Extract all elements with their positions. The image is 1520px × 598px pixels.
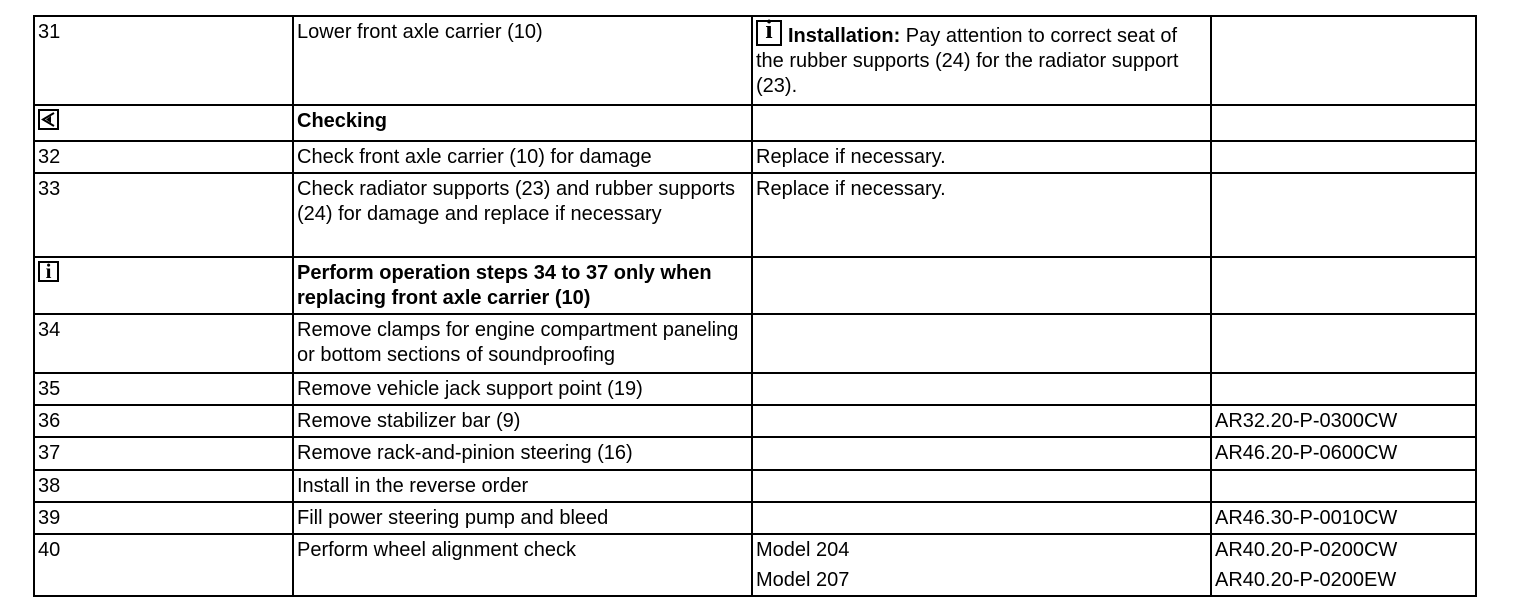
row-icon-cell xyxy=(34,257,293,314)
step-number: 33 xyxy=(34,173,293,257)
step-note xyxy=(752,373,1211,405)
step-reference: AR46.30-P-0010CW xyxy=(1211,502,1476,534)
table-row xyxy=(34,405,1476,437)
table-row xyxy=(34,470,1476,502)
table-row xyxy=(34,373,1476,405)
table-row xyxy=(34,141,1476,173)
step-text: Remove rack-and-pinion steering (16) xyxy=(293,437,752,470)
table-row xyxy=(34,314,1476,373)
step-text: Remove vehicle jack support point (19) xyxy=(293,373,752,405)
table-row xyxy=(34,534,1476,596)
step-note xyxy=(752,314,1211,373)
step-number: 34 xyxy=(34,314,293,373)
reference-link: AR40.20-P-0200EW xyxy=(1215,569,1397,591)
step-reference xyxy=(1211,173,1476,257)
step-number: 37 xyxy=(34,437,293,470)
table-row xyxy=(34,437,1476,470)
step-note: Replace if necessary. xyxy=(752,141,1211,173)
section-heading: Checking xyxy=(293,105,752,141)
step-note xyxy=(752,502,1211,534)
step-note: Replace if necessary. xyxy=(752,173,1211,257)
info-icon xyxy=(756,20,782,46)
table-row xyxy=(34,16,1476,105)
info-icon xyxy=(38,261,59,282)
step-reference xyxy=(1211,534,1476,596)
step-number: 38 xyxy=(34,470,293,502)
table-row xyxy=(34,105,1476,141)
step-note xyxy=(752,437,1211,470)
step-text: Install in the reverse order xyxy=(293,470,752,502)
reference-link: AR40.20-P-0200CW xyxy=(1215,539,1398,561)
step-reference xyxy=(1211,16,1476,105)
step-note xyxy=(752,534,1211,596)
step-text: Remove clamps for engine compartment paneling or bottom sections of soundproofing xyxy=(293,314,752,373)
empty-cell xyxy=(752,257,1211,314)
step-note xyxy=(752,405,1211,437)
step-number: 31 xyxy=(34,16,293,105)
note-model-207: Model 207 xyxy=(756,569,850,591)
step-text: Perform wheel alignment check xyxy=(293,534,752,596)
check-icon xyxy=(38,109,59,130)
empty-cell xyxy=(1211,257,1476,314)
step-text: Check radiator supports (23) and rubber supports (24) for damage and replace if necessary xyxy=(293,173,752,257)
step-reference xyxy=(1211,470,1476,502)
row-icon-cell xyxy=(34,105,293,141)
step-reference: AR32.20-P-0300CW xyxy=(1211,405,1476,437)
step-reference xyxy=(1211,314,1476,373)
note-text: Pay attention to correct seat of the rubber supports (24) for the radiator support (23). xyxy=(756,25,1179,97)
step-note xyxy=(752,16,1211,105)
step-text: Remove stabilizer bar (9) xyxy=(293,405,752,437)
procedure-table xyxy=(33,15,1477,597)
step-text: Lower front axle carrier (10) xyxy=(293,16,752,105)
note-label: Installation: xyxy=(788,25,901,47)
step-number: 32 xyxy=(34,141,293,173)
step-reference xyxy=(1211,373,1476,405)
table-row xyxy=(34,173,1476,257)
step-number: 36 xyxy=(34,405,293,437)
step-number: 40 xyxy=(34,534,293,596)
note-model-204: Model 204 xyxy=(756,539,850,561)
empty-cell xyxy=(752,105,1211,141)
step-text: Check front axle carrier (10) for damage xyxy=(293,141,752,173)
info-note: Perform operation steps 34 to 37 only when replacing front axle carrier (10) xyxy=(293,257,752,314)
step-number: 39 xyxy=(34,502,293,534)
step-text: Fill power steering pump and bleed xyxy=(293,502,752,534)
step-number: 35 xyxy=(34,373,293,405)
empty-cell xyxy=(1211,105,1476,141)
step-reference: AR46.20-P-0600CW xyxy=(1211,437,1476,470)
step-reference xyxy=(1211,141,1476,173)
table-row xyxy=(34,257,1476,314)
table-row xyxy=(34,502,1476,534)
step-note xyxy=(752,470,1211,502)
